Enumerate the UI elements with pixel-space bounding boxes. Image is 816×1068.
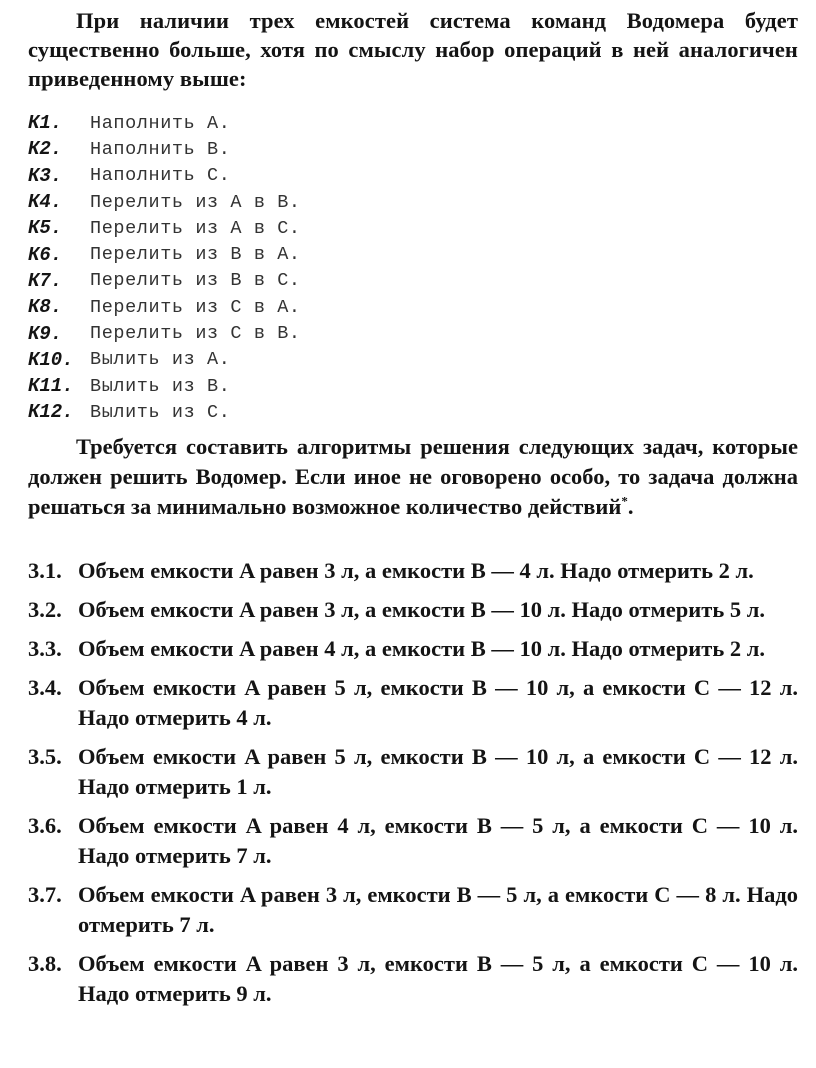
task-text: Объем емкости A равен 4 л, а емкости B — 10 л. Надо отмерить 2 л.	[78, 636, 765, 661]
task-number: 3.8.	[28, 951, 62, 976]
task-number: 3.7.	[28, 882, 62, 907]
task-item	[28, 556, 798, 586]
command-text: Вылить из C.	[90, 401, 231, 423]
command-text: Перелить из A в B.	[90, 191, 301, 213]
command-item	[28, 163, 301, 189]
requirement-text: Требуется составить алгоритмы решения следующих задач, которые должен решить Водомер. Если иное не оговорено особо, то задача должна решаться за минимально возможное количество действий	[28, 434, 798, 519]
command-code: К6.	[28, 243, 63, 266]
task-item	[28, 634, 798, 664]
command-item	[28, 373, 301, 399]
task-item	[28, 673, 798, 733]
command-code: К3.	[28, 164, 63, 187]
task-item	[28, 595, 798, 625]
footnote-mark: *	[621, 493, 628, 509]
requirement-paragraph: Требуется составить алгоритмы решения следующих задач, которые должен решить Водомер. Если иное не оговорено особо, то задача должна решаться за минимально возможное количество действий*.	[28, 434, 798, 519]
task-number: 3.3.	[28, 636, 62, 661]
command-text: Перелить из A в C.	[90, 217, 301, 239]
command-code: К1.	[28, 112, 63, 135]
command-code: К8.	[28, 296, 63, 319]
command-text: Перелить из C в A.	[90, 296, 301, 318]
task-number: 3.1.	[28, 558, 62, 583]
task-text: Объем емкости A равен 3 л, а емкости B — 4 л. Надо отмерить 2 л.	[78, 558, 754, 583]
command-code: К11.	[28, 375, 74, 398]
command-code: К4.	[28, 191, 63, 214]
task-text: Объем емкости A равен 4 л, емкости B — 5 л, а емкости C — 10 л. Надо отмерить 7 л.	[78, 813, 798, 868]
command-list	[28, 110, 301, 426]
command-code: К9.	[28, 322, 63, 345]
command-text: Вылить из A.	[90, 349, 231, 371]
task-number: 3.5.	[28, 744, 62, 769]
command-item	[28, 215, 301, 241]
task-list	[28, 556, 798, 1018]
command-code: К2.	[28, 138, 63, 161]
command-code: К5.	[28, 217, 63, 240]
command-item	[28, 189, 301, 215]
task-text: Объем емкости A равен 5 л, емкости B — 10 л, а емкости C — 12 л. Надо отмерить 4 л.	[78, 675, 798, 730]
task-number: 3.6.	[28, 813, 62, 838]
command-text: Вылить из B.	[90, 375, 231, 397]
command-text: Перелить из B в A.	[90, 244, 301, 266]
task-item	[28, 949, 798, 1009]
command-item	[28, 399, 301, 425]
task-text: Объем емкости A равен 5 л, емкости B — 10 л, а емкости C — 12 л. Надо отмерить 1 л.	[78, 744, 798, 799]
command-code: К12.	[28, 401, 74, 424]
task-number: 3.4.	[28, 675, 62, 700]
task-number: 3.2.	[28, 597, 62, 622]
command-item	[28, 241, 301, 267]
command-item	[28, 347, 301, 373]
task-item	[28, 742, 798, 802]
task-text: Объем емкости A равен 3 л, а емкости B — 10 л. Надо отмерить 5 л.	[78, 597, 765, 622]
command-text: Перелить из B в C.	[90, 270, 301, 292]
task-text: Объем емкости A равен 3 л, емкости B — 5 л, а емкости C — 8 л. Надо отмерить 7 л.	[78, 882, 798, 937]
task-text: Объем емкости A равен 3 л, емкости B — 5 л, а емкости C — 10 л. Надо отмерить 9 л.	[78, 951, 798, 1006]
task-item	[28, 811, 798, 871]
command-code: К7.	[28, 269, 63, 292]
command-item	[28, 136, 301, 162]
intro-paragraph: При наличии трех емкостей система команд Водомера будет существенно больше, хотя по смыслу набор операций в ней аналогичен приведенному выше:	[28, 8, 798, 91]
command-text: Наполнить C.	[90, 165, 231, 187]
command-item	[28, 320, 301, 346]
command-item	[28, 110, 301, 136]
task-item	[28, 880, 798, 940]
command-text: Наполнить B.	[90, 138, 231, 160]
command-text: Перелить из C в B.	[90, 323, 301, 345]
command-text: Наполнить A.	[90, 112, 231, 134]
command-code: К10.	[28, 348, 74, 371]
command-item	[28, 268, 301, 294]
command-item	[28, 294, 301, 320]
